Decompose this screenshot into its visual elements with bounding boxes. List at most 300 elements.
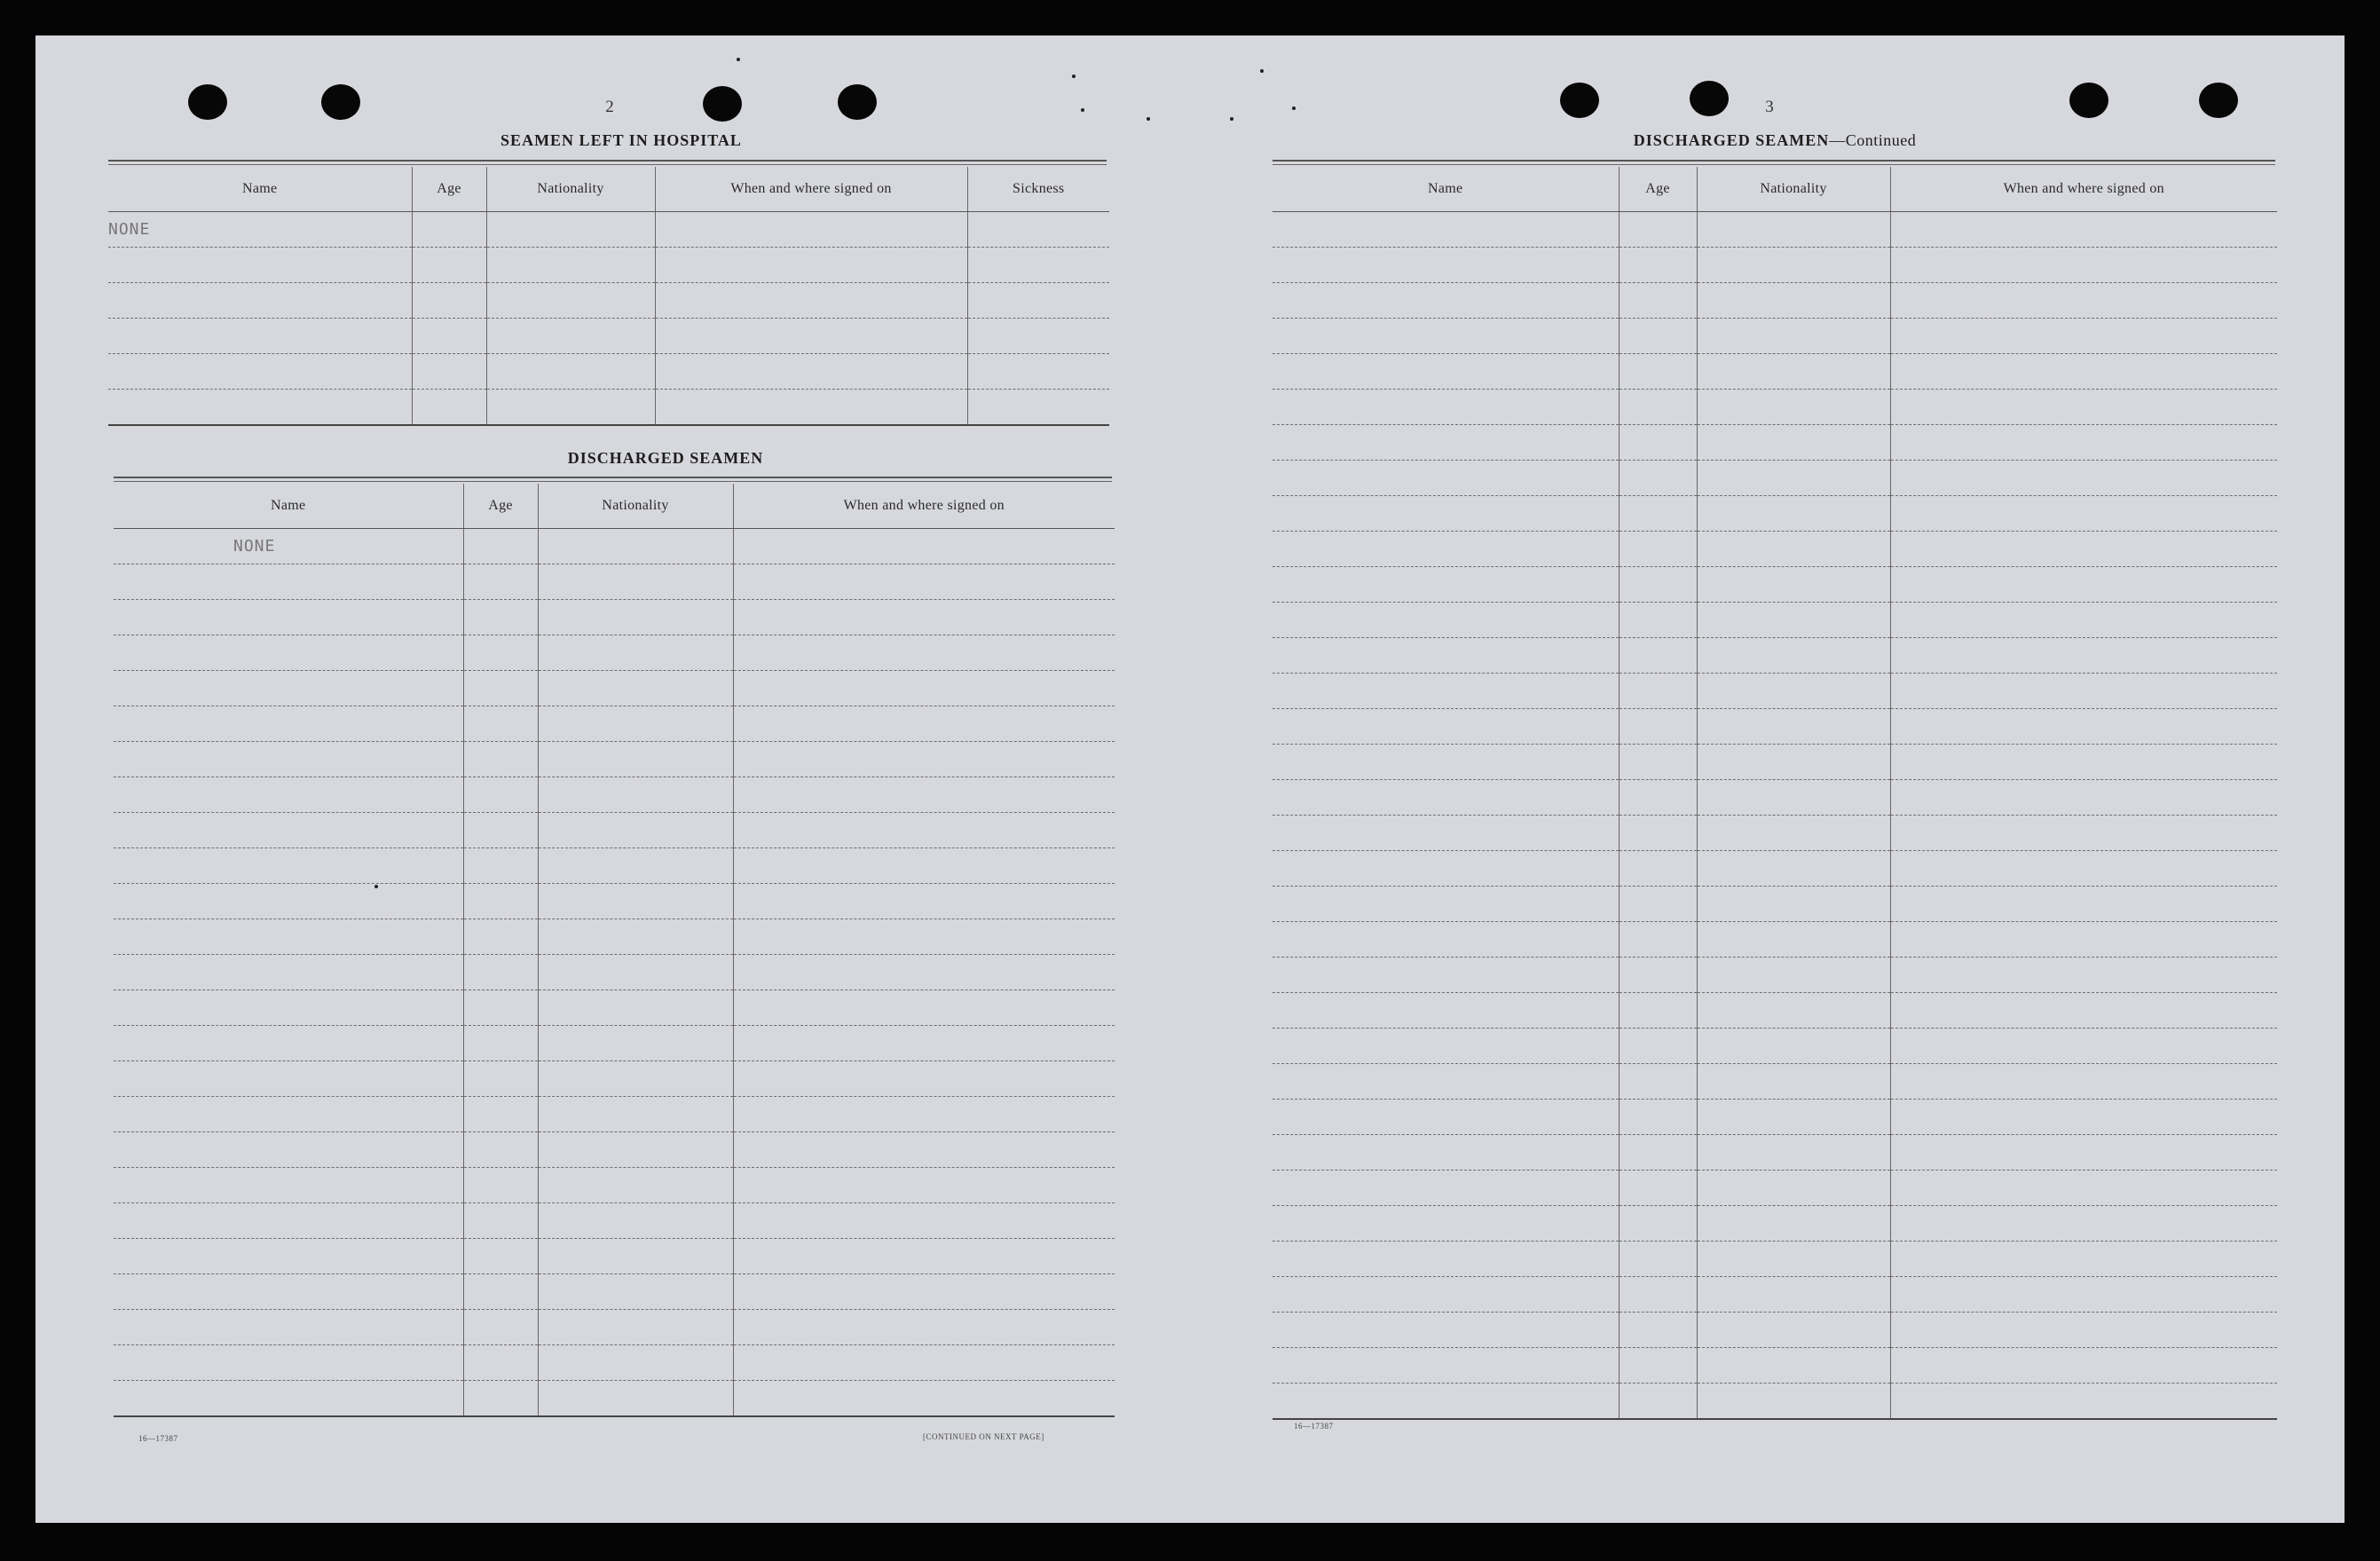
age-cell (1619, 496, 1697, 532)
table-row (1273, 780, 2277, 816)
name-cell (114, 742, 463, 777)
signed-on-cell (1890, 319, 2277, 354)
age-cell (1619, 993, 1697, 1029)
table-row (1273, 567, 2277, 603)
signed-on-cell (733, 1345, 1115, 1381)
signed-on-cell (1890, 922, 2277, 958)
name-cell (114, 1026, 463, 1061)
table-row (108, 354, 1109, 390)
col-header-name: Name (108, 167, 412, 212)
age-cell (1619, 887, 1697, 922)
table-row (114, 1345, 1115, 1381)
speck (1072, 75, 1076, 78)
name-cell (1273, 461, 1619, 496)
sickness-cell (967, 390, 1109, 426)
age-cell (1619, 1206, 1697, 1242)
nationality-cell (1697, 532, 1890, 567)
name-cell (114, 671, 463, 706)
name-cell (1273, 354, 1619, 390)
age-cell (1619, 816, 1697, 851)
hospital-title-rule (108, 160, 1107, 165)
nationality-cell (1697, 248, 1890, 283)
signed-on-cell (733, 529, 1115, 564)
signed-on-cell (1890, 567, 2277, 603)
signed-on-cell (1890, 354, 2277, 390)
age-cell (463, 813, 538, 848)
name-cell (1273, 851, 1619, 887)
table-row (1273, 212, 2277, 248)
document-sheet (35, 35, 2345, 1523)
name-cell (1273, 1100, 1619, 1135)
name-cell (1273, 1206, 1619, 1242)
name-cell (114, 1345, 463, 1381)
table-row (114, 742, 1115, 777)
nationality-cell (538, 742, 733, 777)
nationality-cell (486, 212, 655, 248)
signed-on-cell (733, 990, 1115, 1026)
nationality-cell (1697, 709, 1890, 745)
right-title-rule (1273, 160, 2275, 165)
signed-on-cell (655, 354, 967, 390)
signed-on-cell (1890, 1242, 2277, 1277)
name-cell (108, 283, 412, 319)
table-row (114, 706, 1115, 742)
name-cell (114, 1132, 463, 1168)
hospital-table (108, 167, 1109, 426)
table-row (108, 390, 1109, 426)
nationality-cell (538, 1274, 733, 1310)
table-row (1273, 283, 2277, 319)
right-title-main: DISCHARGED SEAMEN (1633, 131, 1830, 149)
age-cell (463, 919, 538, 955)
name-cell (114, 1274, 463, 1310)
sickness-cell (967, 354, 1109, 390)
name-cell (1273, 745, 1619, 780)
nationality-cell (1697, 354, 1890, 390)
nationality-cell (1697, 319, 1890, 354)
col-header-age: Age (412, 167, 486, 212)
age-cell (1619, 674, 1697, 709)
col-header-age: Age (463, 484, 538, 529)
signed-on-cell (733, 1274, 1115, 1310)
table-row (114, 1132, 1115, 1168)
speck (1147, 117, 1150, 121)
signed-on-cell (733, 1061, 1115, 1097)
name-cell (1273, 922, 1619, 958)
nationality-cell (1697, 1242, 1890, 1277)
name-cell (1273, 1171, 1619, 1206)
sickness-cell (967, 248, 1109, 283)
signed-on-cell (1890, 496, 2277, 532)
name-cell (1273, 1064, 1619, 1100)
nationality-cell (538, 1132, 733, 1168)
punch-hole (703, 86, 742, 122)
table-row (1273, 390, 2277, 425)
name-cell (114, 919, 463, 955)
signed-on-cell (733, 600, 1115, 635)
age-cell (1619, 958, 1697, 993)
col-header-sickness: Sickness (967, 167, 1109, 212)
name-cell (114, 955, 463, 990)
table-row (114, 564, 1115, 600)
signed-on-cell (1890, 1100, 2277, 1135)
name-cell (1273, 283, 1619, 319)
name-cell (114, 1061, 463, 1097)
nationality-cell (538, 600, 733, 635)
table-row (1273, 1171, 2277, 1206)
table-row (1273, 532, 2277, 567)
table-row (1273, 461, 2277, 496)
age-cell (463, 1132, 538, 1168)
nationality-cell (538, 706, 733, 742)
signed-on-cell (733, 813, 1115, 848)
age-cell (463, 884, 538, 919)
speck (1260, 69, 1264, 73)
age-cell (1619, 603, 1697, 638)
age-cell (463, 564, 538, 600)
signed-on-cell (655, 248, 967, 283)
speck (1230, 117, 1233, 121)
name-cell (114, 1381, 463, 1417)
signed-on-cell (1890, 851, 2277, 887)
name-cell (114, 1310, 463, 1345)
nationality-cell (1697, 283, 1890, 319)
age-cell (1619, 745, 1697, 780)
nationality-cell (538, 1097, 733, 1132)
name-cell (1273, 567, 1619, 603)
name-cell (114, 848, 463, 884)
nationality-cell (1697, 674, 1890, 709)
signed-on-cell (733, 706, 1115, 742)
age-cell (1619, 1135, 1697, 1171)
nationality-cell (486, 283, 655, 319)
nationality-cell (1697, 1277, 1890, 1313)
signed-on-cell (1890, 1171, 2277, 1206)
name-cell (114, 990, 463, 1026)
signed-on-cell (1890, 1313, 2277, 1348)
table-row (1273, 1100, 2277, 1135)
right-section-title (1526, 131, 2023, 150)
nationality-cell (538, 1203, 733, 1239)
nationality-cell (1697, 745, 1890, 780)
signed-on-cell (733, 742, 1115, 777)
table-row (1273, 248, 2277, 283)
table-row (1273, 638, 2277, 674)
age-cell (1619, 1277, 1697, 1313)
signed-on-cell (1890, 816, 2277, 851)
nationality-cell (1697, 922, 1890, 958)
table-row (108, 248, 1109, 283)
age-cell (1619, 780, 1697, 816)
nationality-cell (1697, 780, 1890, 816)
table-row (1273, 922, 2277, 958)
signed-on-cell (1890, 745, 2277, 780)
age-cell (463, 706, 538, 742)
nationality-cell (1697, 496, 1890, 532)
nationality-cell (1697, 851, 1890, 887)
age-cell (412, 212, 486, 248)
col-header-nationality: Nationality (486, 167, 655, 212)
name-cell (114, 1097, 463, 1132)
table-row (114, 1274, 1115, 1310)
table-row (1273, 1029, 2277, 1064)
age-cell (1619, 638, 1697, 674)
signed-on-cell (733, 1168, 1115, 1203)
table-row (1273, 319, 2277, 354)
signed-on-cell (1890, 780, 2277, 816)
table-row (1273, 887, 2277, 922)
nationality-cell (538, 884, 733, 919)
table-row (1273, 958, 2277, 993)
age-cell (463, 955, 538, 990)
age-cell (1619, 1348, 1697, 1384)
punch-hole (188, 84, 227, 120)
signed-on-cell (733, 955, 1115, 990)
age-cell (1619, 1313, 1697, 1348)
signed-on-cell (733, 635, 1115, 671)
table-row (114, 1310, 1115, 1345)
table-row (1273, 1384, 2277, 1420)
age-cell (412, 390, 486, 426)
name-cell (1273, 780, 1619, 816)
name-cell (1273, 638, 1619, 674)
age-cell (1619, 248, 1697, 283)
age-cell (1619, 922, 1697, 958)
name-cell (1273, 248, 1619, 283)
signed-on-cell (733, 1203, 1115, 1239)
table-row (114, 671, 1115, 706)
signed-on-cell (733, 1097, 1115, 1132)
sickness-cell (967, 319, 1109, 354)
signed-on-cell (1890, 390, 2277, 425)
col-header-signed-on: When and where signed on (733, 484, 1115, 529)
age-cell (463, 1274, 538, 1310)
age-cell (1619, 354, 1697, 390)
signed-on-cell (1890, 993, 2277, 1029)
table-row (1273, 496, 2277, 532)
name-cell (114, 813, 463, 848)
discharged-table (114, 484, 1115, 1417)
signed-on-cell (1890, 1348, 2277, 1384)
age-cell (463, 777, 538, 813)
table-row (1273, 993, 2277, 1029)
signed-on-cell (655, 283, 967, 319)
age-cell (1619, 283, 1697, 319)
signed-on-cell (733, 848, 1115, 884)
table-row (1273, 1135, 2277, 1171)
name-cell (108, 319, 412, 354)
signed-on-cell (733, 1026, 1115, 1061)
signed-on-cell (1890, 638, 2277, 674)
name-cell (114, 564, 463, 600)
signed-on-cell (1890, 248, 2277, 283)
nationality-cell (1697, 603, 1890, 638)
age-cell (463, 1061, 538, 1097)
table-row (1273, 851, 2277, 887)
age-cell (1619, 1100, 1697, 1135)
name-cell (1273, 425, 1619, 461)
table-row (1273, 745, 2277, 780)
punch-hole (1560, 83, 1599, 118)
nationality-cell (1697, 425, 1890, 461)
nationality-cell (1697, 816, 1890, 851)
discharged-title-rule (114, 477, 1112, 482)
nationality-cell (538, 1345, 733, 1381)
age-cell (463, 1345, 538, 1381)
col-header-nationality: Nationality (1697, 167, 1890, 212)
age-cell (1619, 709, 1697, 745)
signed-on-cell (733, 1132, 1115, 1168)
table-row (114, 1203, 1115, 1239)
signed-on-cell (655, 390, 967, 426)
signed-on-cell (733, 564, 1115, 600)
nationality-cell (486, 319, 655, 354)
table-row (1273, 674, 2277, 709)
nationality-cell (538, 635, 733, 671)
name-cell (108, 354, 412, 390)
nationality-cell (538, 564, 733, 600)
age-cell (1619, 461, 1697, 496)
age-cell (463, 529, 538, 564)
table-row (108, 319, 1109, 354)
signed-on-cell (1890, 674, 2277, 709)
signed-on-cell (1890, 1384, 2277, 1420)
signed-on-cell (1890, 1277, 2277, 1313)
nationality-cell (538, 813, 733, 848)
table-row (114, 884, 1115, 919)
name-cell (114, 777, 463, 813)
nationality-cell (1697, 1171, 1890, 1206)
age-cell (1619, 567, 1697, 603)
table-row (1273, 1064, 2277, 1100)
nationality-cell (538, 671, 733, 706)
age-cell (463, 600, 538, 635)
table-row (114, 1381, 1115, 1417)
signed-on-cell (733, 884, 1115, 919)
signed-on-cell (655, 319, 967, 354)
name-cell (1273, 993, 1619, 1029)
table-row (1273, 1206, 2277, 1242)
name-cell (114, 1239, 463, 1274)
table-row (1273, 1242, 2277, 1277)
name-cell: NONE (108, 212, 412, 248)
table-row (114, 1239, 1115, 1274)
age-cell (463, 742, 538, 777)
hospital-header-row (108, 167, 1109, 212)
page-number-right: 3 (1765, 98, 1774, 116)
name-cell (108, 248, 412, 283)
name-cell (114, 1203, 463, 1239)
nationality-cell (1697, 887, 1890, 922)
nationality-cell (1697, 1064, 1890, 1100)
nationality-cell (1697, 1029, 1890, 1064)
name-cell (1273, 212, 1619, 248)
signed-on-cell (733, 671, 1115, 706)
table-row (114, 777, 1115, 813)
name-cell (1273, 1277, 1619, 1313)
name-cell (1273, 1384, 1619, 1420)
age-cell (463, 1026, 538, 1061)
speck (1081, 108, 1084, 112)
discharged-section-title: DISCHARGED SEAMEN (567, 449, 764, 467)
name-cell (108, 390, 412, 426)
nationality-cell (1697, 1135, 1890, 1171)
punch-hole (2069, 83, 2108, 118)
table-row (1273, 1348, 2277, 1384)
right-title-suffix: —Continued (1829, 131, 1917, 149)
table-row (1273, 1313, 2277, 1348)
age-cell (1619, 390, 1697, 425)
age-cell (1619, 1029, 1697, 1064)
name-cell (1273, 390, 1619, 425)
age-cell (1619, 851, 1697, 887)
nationality-cell (1697, 1100, 1890, 1135)
table-row (1273, 425, 2277, 461)
nationality-cell (538, 529, 733, 564)
punch-hole (1690, 81, 1729, 116)
age-cell (412, 283, 486, 319)
table-row (114, 848, 1115, 884)
form-code-right: 16—17387 (1294, 1422, 1334, 1431)
signed-on-cell (1890, 887, 2277, 922)
nationality-cell (538, 1239, 733, 1274)
signed-on-cell (1890, 1135, 2277, 1171)
nationality-cell (1697, 1384, 1890, 1420)
speck (1292, 106, 1296, 110)
sickness-cell (967, 212, 1109, 248)
punch-hole (838, 84, 877, 120)
name-cell (1273, 1313, 1619, 1348)
age-cell (1619, 1384, 1697, 1420)
col-header-name: Name (114, 484, 463, 529)
age-cell (463, 1310, 538, 1345)
name-cell (114, 635, 463, 671)
name-cell: NONE (114, 529, 463, 564)
signed-on-cell (1890, 603, 2277, 638)
name-cell (1273, 1029, 1619, 1064)
age-cell (412, 248, 486, 283)
table-row (114, 1168, 1115, 1203)
col-header-signed-on: When and where signed on (1890, 167, 2277, 212)
name-cell (1273, 1135, 1619, 1171)
name-cell (1273, 674, 1619, 709)
signed-on-cell (1890, 532, 2277, 567)
name-cell (1273, 709, 1619, 745)
nationality-cell (538, 777, 733, 813)
nationality-cell (1697, 390, 1890, 425)
nationality-cell (1697, 993, 1890, 1029)
table-row (1273, 603, 2277, 638)
table-row (1273, 709, 2277, 745)
age-cell (463, 1168, 538, 1203)
nationality-cell (486, 390, 655, 426)
nationality-cell (1697, 1348, 1890, 1384)
table-row (114, 1097, 1115, 1132)
name-cell (114, 600, 463, 635)
name-cell (114, 1168, 463, 1203)
age-cell (1619, 212, 1697, 248)
nationality-cell (1697, 1313, 1890, 1348)
age-cell (1619, 1064, 1697, 1100)
signed-on-cell (733, 777, 1115, 813)
table-row (114, 529, 1115, 564)
table-row (1273, 816, 2277, 851)
age-cell (463, 1203, 538, 1239)
name-cell (1273, 496, 1619, 532)
col-header-name: Name (1273, 167, 1619, 212)
signed-on-cell (655, 212, 967, 248)
signed-on-cell (1890, 425, 2277, 461)
